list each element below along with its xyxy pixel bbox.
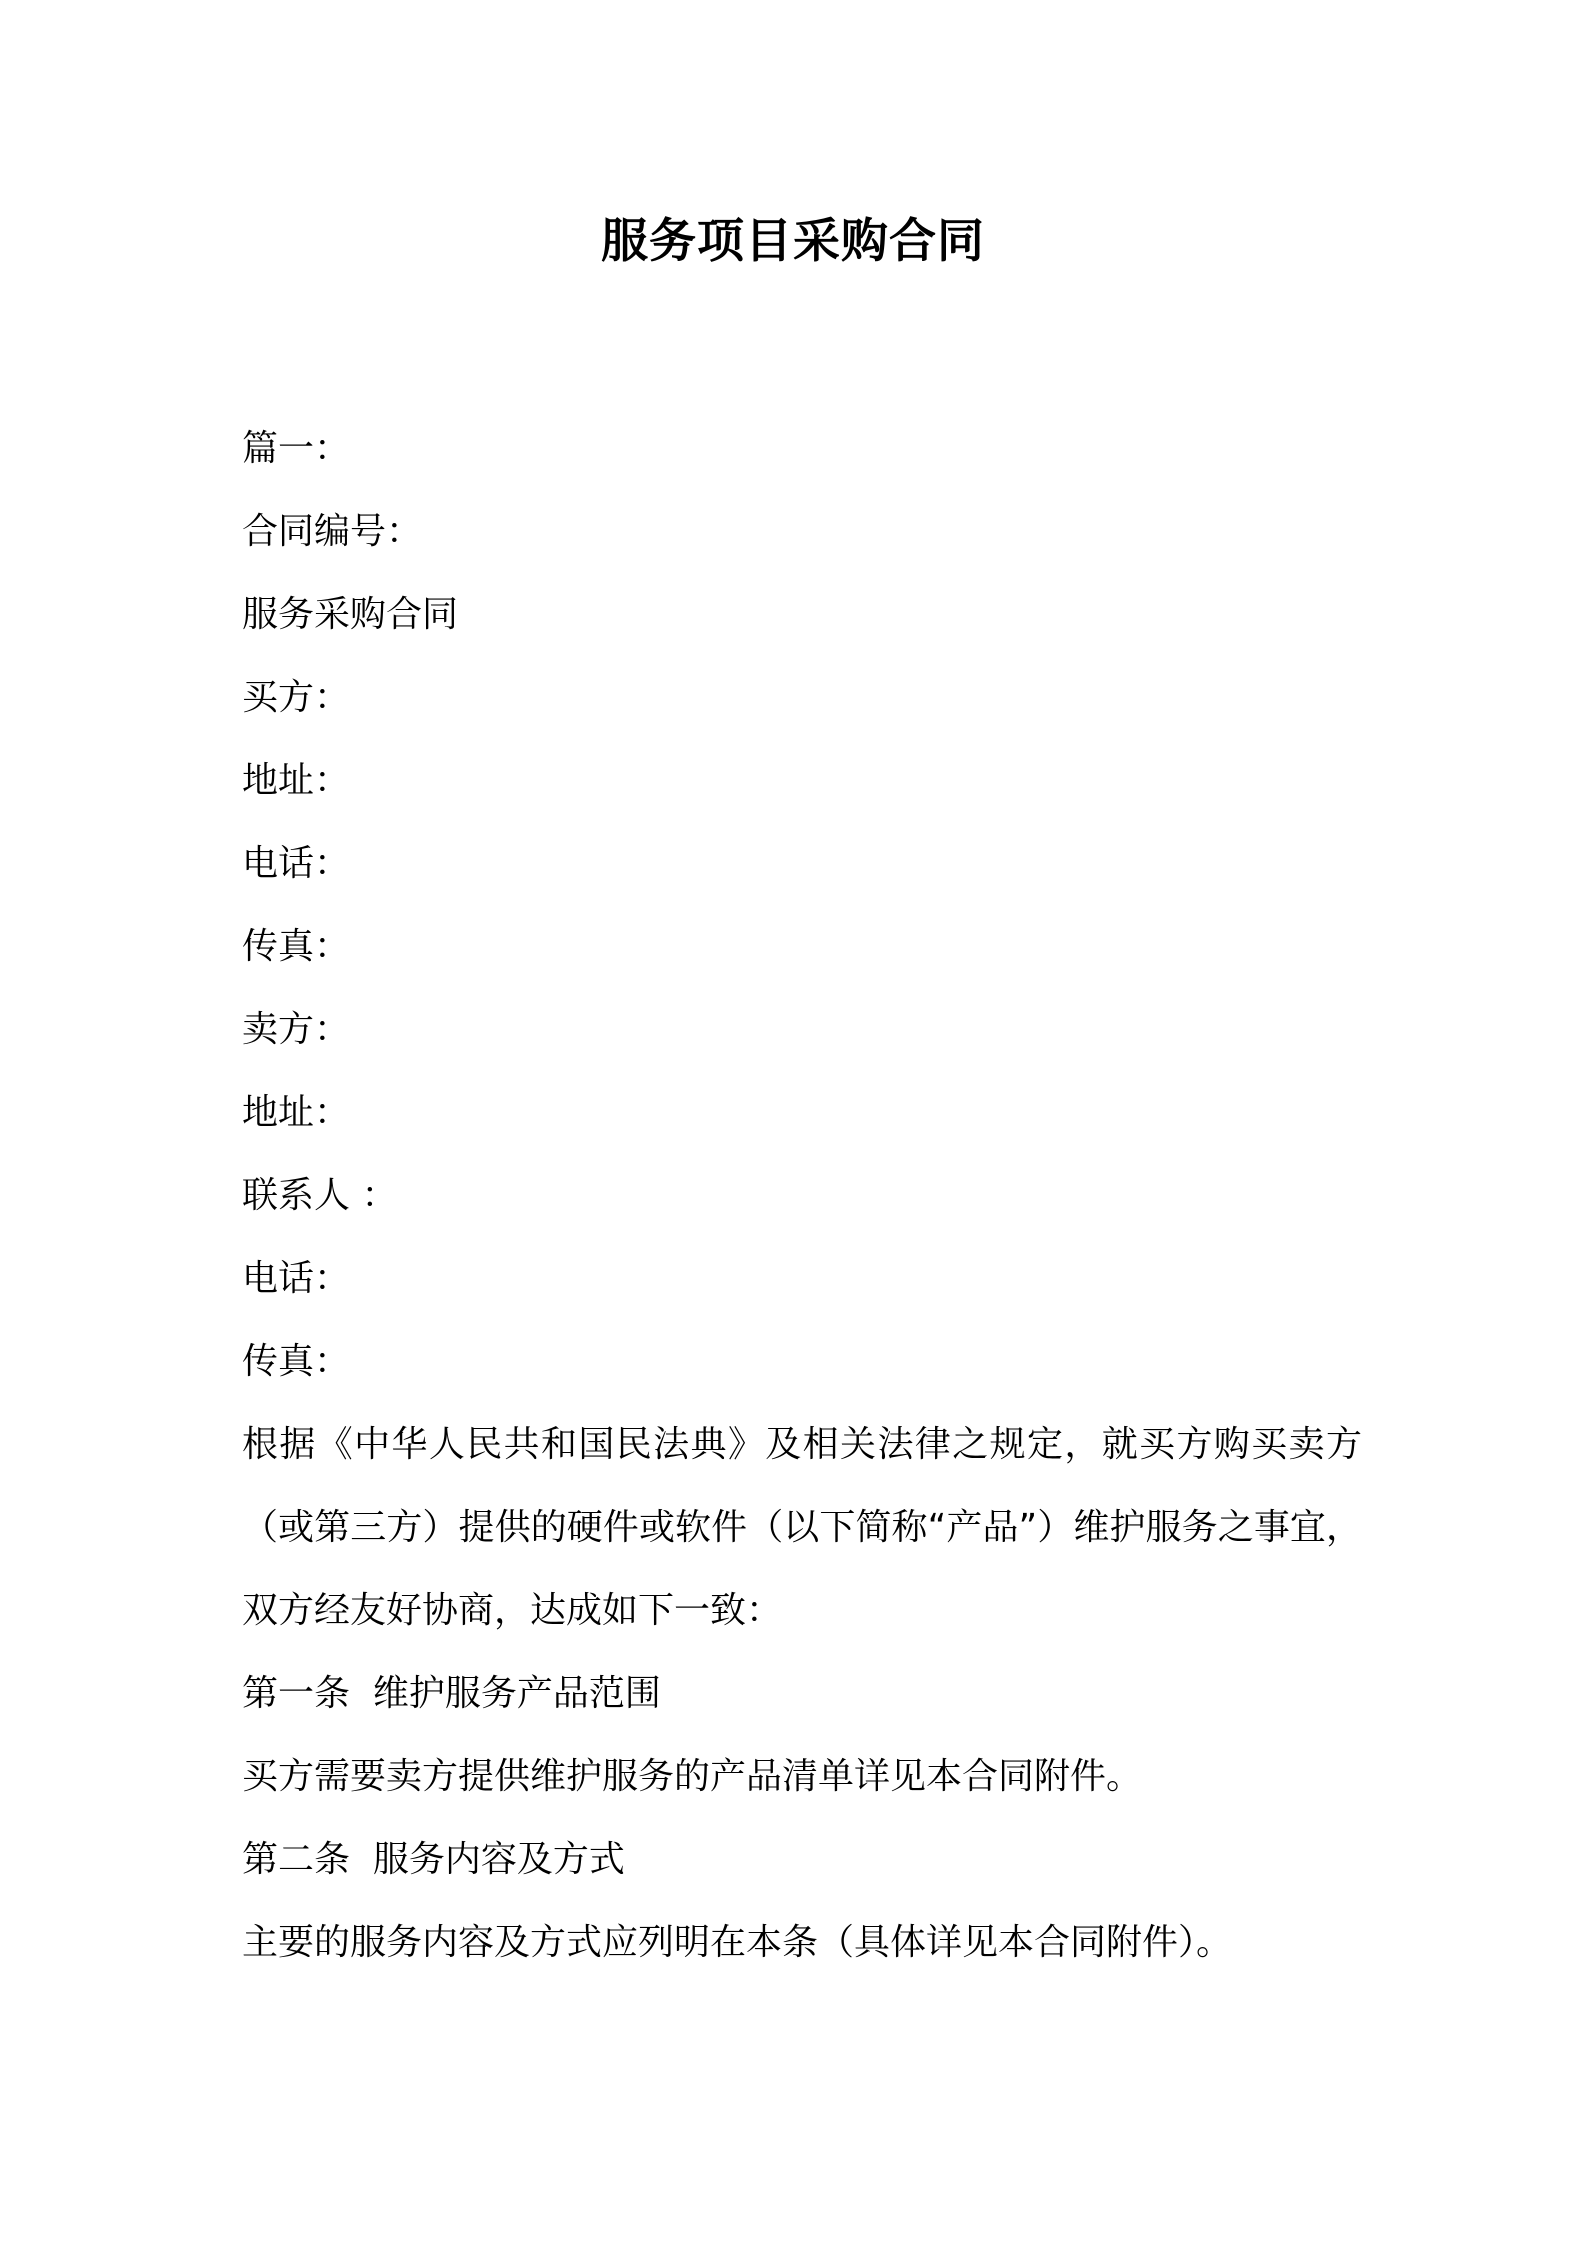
buyer-address-label: 地址： (242, 760, 351, 801)
contract-subtitle: 服务采购合同 (242, 594, 459, 635)
seller-phone-label: 电话： (242, 1258, 351, 1299)
seller-label: 卖方： (242, 1009, 351, 1050)
article-2-text: 主要的服务内容及方式应列明在本条（具体详见本合同附件）。 (242, 1922, 1233, 1963)
seller-address-label: 地址： (242, 1092, 351, 1133)
buyer-phone-label: 电话： (242, 843, 351, 884)
seller-fax-label: 传真： (242, 1341, 351, 1382)
document-body (242, 407, 1362, 1984)
article-1-heading: 第一条 维护服务产品范围 (242, 1673, 661, 1714)
article-1-text: 买方需要卖方提供维护服务的产品清单详见本合同附件。 (242, 1756, 1143, 1797)
document-title: 服务项目采购合同 (601, 214, 985, 269)
intro-paragraph: 根据《中华人民共和国民法典》及相关法律之规定，就买方购买卖方（或第三方）提供的硬件或软件（以下简称“产品”）维护服务之事宜，双方经友好协商，达成如下一致： (242, 1424, 1362, 1631)
seller-contact-label: 联系人 ： (242, 1175, 398, 1216)
article-2-heading: 第二条 服务内容及方式 (242, 1839, 625, 1880)
buyer-label: 买方： (242, 677, 351, 718)
contract-number-label: 合同编号： (242, 511, 423, 552)
buyer-fax-label: 传真： (242, 926, 351, 967)
section-label: 篇一： (242, 428, 351, 469)
